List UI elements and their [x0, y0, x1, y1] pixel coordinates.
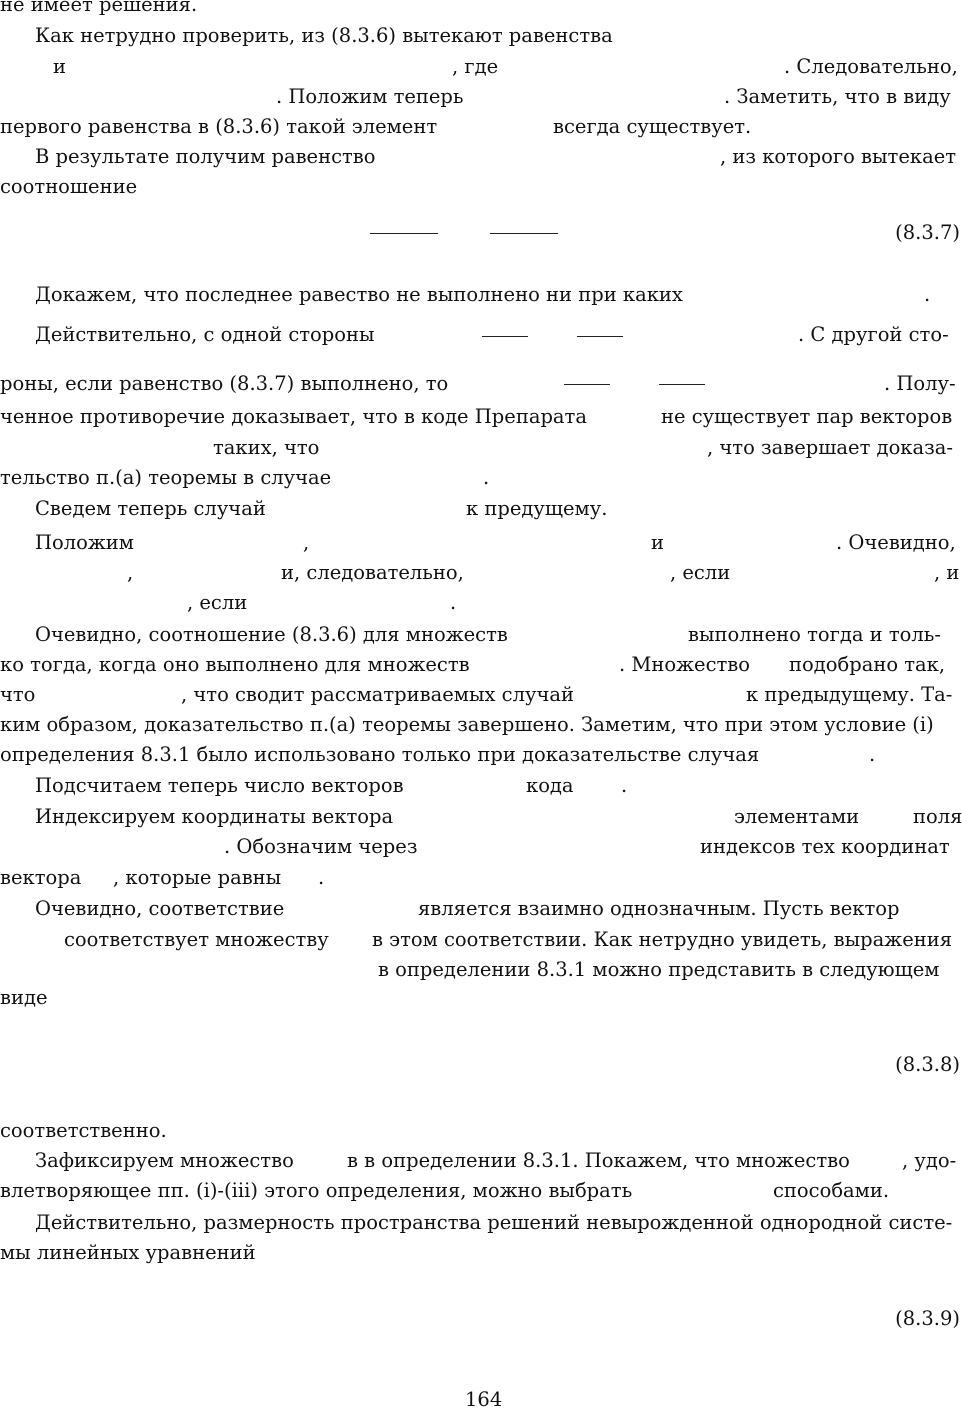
- text-fragment: таких, что: [213, 436, 320, 459]
- text-fragment: в в определении 8.3.1. Покажем, что множество: [347, 1149, 850, 1172]
- text-fragment: , и: [934, 561, 960, 584]
- text-fragment: , если: [187, 591, 248, 614]
- text-line: не имеет решения.: [0, 0, 198, 16]
- text-fragment: Действительно, с одной стороны: [35, 323, 375, 346]
- text-fragment: .: [621, 774, 628, 797]
- text-line: Действительно, размерность пространства решений невырожденной однородной систе-: [35, 1211, 953, 1234]
- fraction-bar: [370, 233, 438, 234]
- text-fragment: что: [0, 683, 36, 706]
- text-fragment: всегда существует.: [553, 115, 752, 138]
- text-fragment: Сведем теперь случай: [35, 497, 266, 520]
- text-fragment: элементами: [734, 805, 860, 828]
- text-fragment: и: [651, 531, 664, 554]
- text-fragment: кода: [526, 774, 574, 797]
- text-fragment: , которые равны: [113, 866, 282, 889]
- text-line: соответственно.: [0, 1119, 167, 1142]
- text-fragment: ко тогда, когда оно выполнено для множеств: [0, 653, 470, 676]
- text-fragment: , из которого вытекает: [720, 145, 957, 168]
- text-fragment: .: [450, 591, 457, 614]
- text-line: соотношение: [0, 175, 138, 198]
- fraction-bar: [490, 233, 558, 234]
- text-line: ким образом, доказательство п.(а) теоремы завершено. Заметим, что при этом условие (i): [0, 713, 934, 736]
- text-fragment: . Положим теперь: [276, 85, 464, 108]
- text-fragment: роны, если равенство (8.3.7) выполнено, то: [0, 372, 449, 395]
- text-fragment: не существует пар векторов: [661, 405, 953, 428]
- text-fragment: в этом соответствии. Как нетрудно увидеть, выражения: [372, 928, 953, 951]
- text-fragment: способами.: [773, 1179, 890, 1202]
- text-fragment: влетворяющее пп. (i)-(iii) этого определения, можно выбрать: [0, 1179, 633, 1202]
- text-fragment: В результате получим равенство: [35, 145, 376, 168]
- text-fragment: .: [318, 866, 325, 889]
- text-fragment: Положим: [35, 531, 134, 554]
- text-fragment: Очевидно, соответствие: [35, 897, 285, 920]
- text-fragment: подобрано так,: [789, 653, 946, 676]
- text-fragment: . Полу-: [884, 372, 956, 395]
- text-fragment: . С другой сто-: [798, 323, 949, 346]
- text-fragment: Подсчитаем теперь число векторов: [35, 774, 404, 797]
- text-fragment: .: [483, 466, 490, 489]
- text-fragment: ченное противоречие доказывает, что в коде Препарата: [0, 405, 587, 428]
- text-fragment: к предущему.: [466, 497, 608, 520]
- text-fragment: . Множество: [619, 653, 751, 676]
- text-fragment: первого равенства в (8.3.6) такой элемент: [0, 115, 438, 138]
- text-fragment: , где: [452, 55, 499, 78]
- text-line: виде: [0, 986, 48, 1009]
- text-fragment: к предыдущему. Та-: [746, 683, 953, 706]
- text-fragment: , что сводит рассматриваемых случай: [181, 683, 574, 706]
- text-fragment: , если: [670, 561, 731, 584]
- text-fragment: Докажем, что последнее равество не выполнено ни при каких: [35, 283, 683, 306]
- text-line: мы линейных уравнений: [0, 1241, 256, 1264]
- text-fragment: ,: [127, 561, 134, 584]
- equation-number: (8.3.9): [895, 1307, 960, 1330]
- equation-number: (8.3.8): [895, 1053, 960, 1076]
- text-fragment: является взаимно однозначным. Пусть вектор: [418, 897, 900, 920]
- text-fragment: . Заметить, что в виду: [724, 85, 951, 108]
- text-fragment: .: [924, 283, 931, 306]
- text-fragment: определения 8.3.1 было использовано только при доказательстве случая: [0, 743, 760, 766]
- page-number: 164: [465, 1388, 503, 1411]
- text-fragment: выполнено тогда и толь-: [688, 623, 941, 646]
- text-fragment: Индексируем координаты вектора: [35, 805, 394, 828]
- text-line: Как нетрудно проверить, из (8.3.6) вытекают равенства: [35, 24, 613, 47]
- text-fragment: тельство п.(а) теоремы в случае: [0, 466, 332, 489]
- text-fragment: Очевидно, соотношение (8.3.6) для множеств: [35, 623, 508, 646]
- text-fragment: и, следовательно,: [281, 561, 464, 584]
- fraction-bar: [564, 384, 610, 385]
- text-fragment: .: [869, 743, 876, 766]
- text-fragment: Зафиксируем множество: [35, 1149, 294, 1172]
- text-fragment: . Следовательно,: [784, 55, 958, 78]
- text-fragment: соответствует множеству: [64, 928, 329, 951]
- text-fragment: , удо-: [902, 1149, 957, 1172]
- fraction-bar: [659, 384, 705, 385]
- text-fragment: ,: [303, 531, 310, 554]
- fraction-bar: [482, 336, 528, 337]
- text-fragment: поля: [913, 805, 963, 828]
- text-fragment: вектора: [0, 866, 82, 889]
- equation-number: (8.3.7): [895, 221, 960, 244]
- text-fragment: в определении 8.3.1 можно представить в следующем: [378, 958, 940, 981]
- text-fragment: . Очевидно,: [836, 531, 956, 554]
- text-fragment: , что завершает доказа-: [707, 436, 953, 459]
- fraction-bar: [577, 336, 623, 337]
- text-fragment: индексов тех координат: [700, 835, 950, 858]
- text-fragment: и: [53, 55, 66, 78]
- text-fragment: . Обозначим через: [224, 835, 418, 858]
